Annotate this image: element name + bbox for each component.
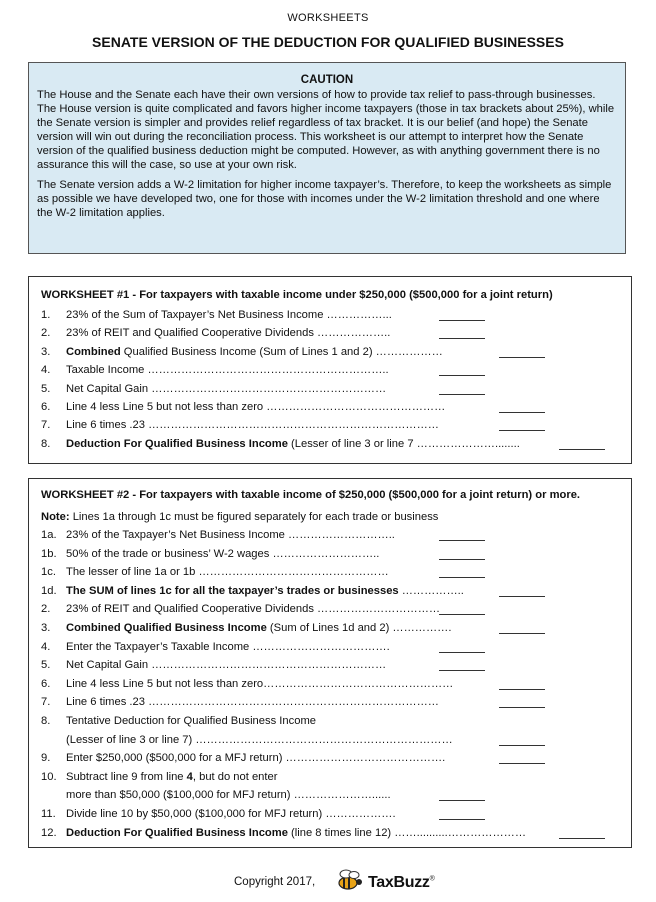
line-number: 12. [41,826,57,839]
ws2-line [41,678,621,694]
ws2-line [41,715,621,731]
line-number: 3. [41,345,51,358]
line-text: more than $50,000 ($100,000 for MFJ return) …………………...... [66,789,391,802]
line-number: 6. [41,677,51,690]
line-text: The SUM of lines 1c for all the taxpayer’s trades or businesses …………….. [66,584,464,597]
caution-paragraph-1: The House and the Senate each have their own versions of how to provide tax relief to pass-through businesses. The House version is quite complicated and favors higher income taxpayers (those in tax brackets about 25%), while the Senate version is simpler and provides relief regardless of tax bracket. It is our belief (and hope) the Senate version will win out during the reconciliation process. This worksheet is our attempt to interpret how the Senate version of the qualified business deduction might be computed. However, as with anything government there is no assurance this will the case, so use at your own risk. [37,89,615,171]
answer-blank[interactable] [439,670,485,671]
answer-blank[interactable] [499,707,545,708]
line-number: 1d. [41,584,57,597]
ws1-line [41,346,621,362]
line-text: Line 6 times .23 …………………………………………………………………… [66,696,439,709]
answer-blank[interactable] [559,449,605,450]
answer-blank[interactable] [499,596,545,597]
ws1-line [41,401,621,417]
answer-blank[interactable] [499,763,545,764]
line-text: Line 6 times .23 …………………………………………………………………… [66,419,439,432]
ws2-line [41,622,621,638]
ws2-line [41,585,621,601]
worksheet-1 [28,276,632,464]
line-text: Taxable Income ……………………………………………………….. [66,364,389,377]
caution-title: CAUTION [300,74,354,86]
line-number: 8. [41,715,51,727]
note-text: Lines 1a through 1c must be figured separately for each trade or business [69,511,439,523]
ws2-line [41,808,621,824]
answer-blank[interactable] [439,394,485,395]
answer-blank[interactable] [439,614,485,615]
answer-blank[interactable] [439,577,485,578]
ws2-line [41,696,621,712]
ws2-line [41,827,621,843]
line-number: 10. [41,770,57,783]
line-text: Divide line 10 by $50,000 ($100,000 for MFJ return) ………………. [66,808,396,820]
line-number: 1a. [41,529,57,541]
line-text: Net Capital Gain ……………………………………………………… [66,659,387,672]
line-text: 50% of the trade or business’ W-2 wages ……………………….. [66,547,380,560]
answer-blank[interactable] [439,320,485,321]
worksheets-label: WORKSHEETS [287,12,369,24]
worksheet-2-title: WORKSHEET #2 - For taxpayers with taxable income of $250,000 ($500,000 for a joint return) or more. [41,489,581,501]
taxbuzz-logo [334,866,444,894]
answer-blank[interactable] [439,800,485,801]
answer-blank[interactable] [499,633,545,634]
ws2-line [41,529,621,545]
answer-blank[interactable] [499,689,545,690]
answer-blank[interactable] [439,652,485,653]
line-number: 8. [41,437,51,450]
line-text: 23% of REIT and Qualified Cooperative Dividends ……………….. [66,327,391,340]
ws2-line [41,566,621,582]
ws1-line [41,309,621,325]
line-text: Enter the Taxpayer’s Taxable Income ………………………………. [66,640,390,653]
line-text: Enter $250,000 ($500,000 for a MFJ return) ……………………………………. [66,752,446,765]
line-number: 5. [41,659,51,672]
answer-blank[interactable] [439,375,485,376]
line-number: 1. [41,309,51,321]
ws2-line [41,734,621,750]
line-text: 23% of the Taxpayer’s Net Business Income ……………………….. [66,529,395,541]
line-text: Line 4 less Line 5 but not less than zero ………………………………………… [66,401,446,413]
answer-blank[interactable] [439,338,485,339]
line-text: Subtract line 9 from line 4, but do not enter [66,770,278,783]
line-number: 3. [41,622,51,634]
line-number: 2. [41,327,51,340]
ws2-line [41,548,621,564]
line-text: Net Capital Gain ……………………………………………………… [66,382,387,395]
line-text: Combined Qualified Business Income (Sum of Lines 1 and 2) ……………… [66,345,443,358]
line-number: 6. [41,401,51,413]
ws1-line [41,419,621,435]
ws2-line [41,603,621,619]
line-text: The lesser of line 1a or 1b …………………………………………… [66,566,389,579]
answer-blank[interactable] [559,838,605,839]
line-text: Tentative Deduction for Qualified Business Income [66,715,316,727]
answer-blank[interactable] [439,540,485,541]
line-text: Deduction For Qualified Business Income (Lesser of line 3 or line 7 …………………........ [66,437,520,450]
caution-box [28,62,626,254]
line-text: Line 4 less Line 5 but not less than zero…………………………………………… [66,677,454,690]
worksheet-1-title: WORKSHEET #1 - For taxpayers with taxable income under $250,000 ($500,000 for a joint return) [41,289,553,301]
page-title: SENATE VERSION OF THE DEDUCTION FOR QUALIFIED BUSINESSES [92,34,564,50]
line-text: Combined Qualified Business Income (Sum of Lines 1d and 2) ……………. [66,622,452,634]
line-number: 1c. [41,566,56,579]
line-text: Deduction For Qualified Business Income (line 8 times line 12) ……..........………………… [66,826,527,839]
line-number: 4. [41,364,51,377]
line-number: 4. [41,640,51,653]
answer-blank[interactable] [499,430,545,431]
line-text: (Lesser of line 3 or line 7) …………………………………………………………… [66,733,453,746]
line-number: 7. [41,696,51,709]
ws1-line [41,438,621,454]
ws2-line [41,771,621,787]
ws1-line [41,383,621,399]
note-label: Note: [41,511,70,523]
worksheet-2 [28,478,632,848]
ws2-line [41,641,621,657]
answer-blank[interactable] [439,559,485,560]
answer-blank[interactable] [499,745,545,746]
line-number: 9. [41,752,51,765]
answer-blank[interactable] [439,819,485,820]
line-text: 23% of REIT and Qualified Cooperative Dividends …………………………… [66,603,441,616]
ws2-line [41,659,621,675]
caution-paragraph-2: The Senate version adds a W-2 limitation for higher income taxpayer’s. Therefore, to keep the worksheets as simple as possible we have developed two, one for those with incomes under the W-2 limitation threshold and one where the W-2 limitation applies. [37,179,612,219]
line-number: 5. [41,382,51,395]
line-number: 7. [41,419,51,432]
ws2-line [41,789,621,805]
answer-blank[interactable] [499,412,545,413]
ws1-line [41,327,621,343]
ws1-line [41,364,621,380]
line-number: 11. [41,808,56,820]
ws2-line [41,752,621,768]
bee-icon [334,866,368,894]
copyright-text: Copyright 2017, [234,876,316,888]
line-number: 2. [41,603,51,616]
answer-blank[interactable] [499,357,545,358]
logo-wordmark: TaxBuzz® [368,874,435,891]
line-text: 23% of the Sum of Taxpayer’s Net Business Income ……………... [66,309,392,321]
line-number: 1b. [41,547,57,560]
worksheet-2-note [41,511,438,523]
